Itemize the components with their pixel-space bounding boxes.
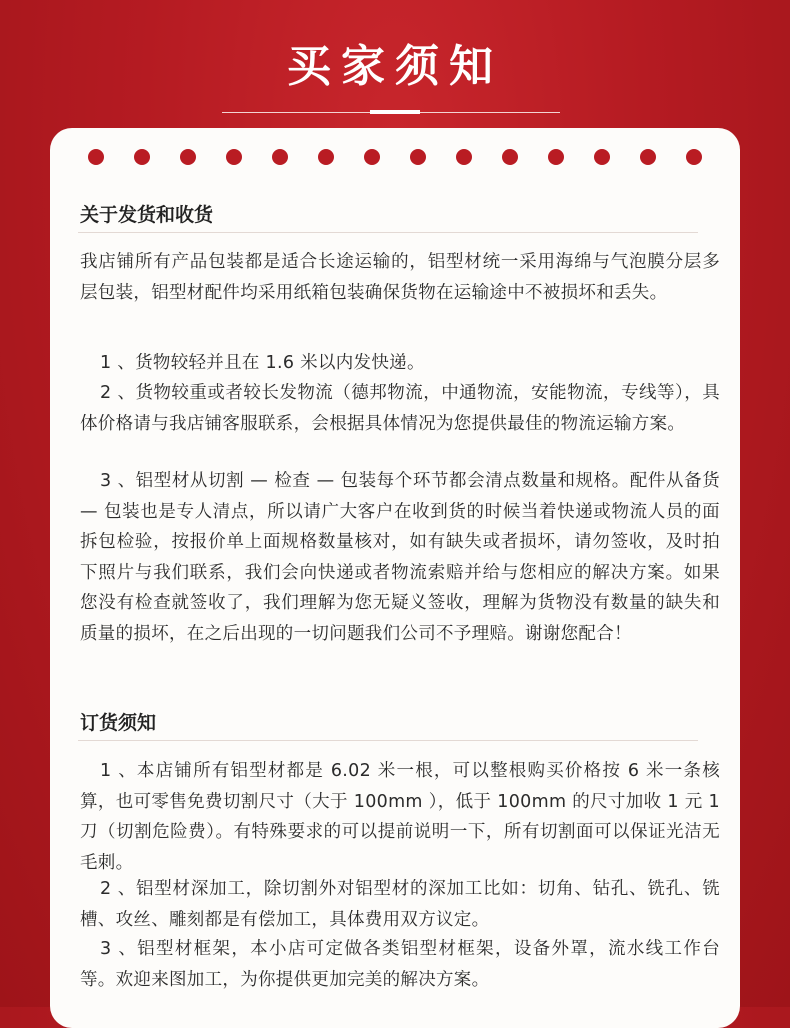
decorative-dot [502, 149, 518, 165]
decorative-dot [134, 149, 150, 165]
decorative-dot [318, 149, 334, 165]
ordering-item-1: 1 、本店铺所有铝型材都是 6.02 米一根，可以整根购买价格按 6 米一条核算，也可零售免费切割尺寸（大于 100mm ），低于 100mm 的尺寸加收 1 元 1 刀（切割危险费）。有特殊要求的可以提前说明一下，所有切割面可以保证光洁无毛刺。 [80, 761, 720, 873]
dot-row [88, 149, 708, 165]
shipping-intro-paragraph: 我店铺所有产品包装都是适合长途运输的，铝型材统一采用海绵与气泡膜分层多层包装，铝型材配件均采用纸箱包装确保货物在运输途中不被损坏和丢失。 [80, 252, 720, 303]
title-divider-accent [370, 110, 420, 114]
decorative-dot [640, 149, 656, 165]
shipping-item-3: 3 、铝型材从切割 — 检查 — 包装每个环节都会清点数量和规格。配件从备货 — 包装也是专人清点，所以请广大客户在收到货的时候当着快递或物流人员的面拆包检验，按报价单上面规格数量核对，如有缺失或者损坏，请勿签收，及时拍下照片与我们联系，我们会向快递或者物流索赔并给与您相应的解决方案。如果您没有检查就签收了，我们理解为您无疑义签收，理解为货物没有数量的缺失和质量的损坏，在之后出现的一切问题我们公司不予理赔。谢谢您配合！ [80, 471, 720, 644]
section-title-shipping: 关于发货和收货 [80, 204, 214, 226]
decorative-dot [594, 149, 610, 165]
decorative-dot [548, 149, 564, 165]
decorative-dot [686, 149, 702, 165]
decorative-dot [364, 149, 380, 165]
ordering-item-2: 2 、铝型材深加工，除切割外对铝型材的深加工比如：切角、钻孔、铣孔、铣槽、攻丝、雕刻都是有偿加工，具体费用双方议定。 [80, 879, 720, 930]
page-title: 买家须知 [287, 41, 503, 92]
notice-card [50, 128, 740, 1028]
decorative-dot [410, 149, 426, 165]
ordering-item-3: 3 、铝型材框架，本小店可定做各类铝型材框架，设备外罩，流水线工作台等。欢迎来图加工，为你提供更加完美的解决方案。 [80, 939, 720, 990]
section-divider [78, 740, 698, 741]
decorative-dot [456, 149, 472, 165]
shipping-item-2: 2 、货物较重或者较长发物流（德邦物流，中通物流，安能物流，专线等），具体价格请与我店铺客服联系，会根据具体情况为您提供最佳的物流运输方案。 [80, 383, 720, 434]
decorative-dot [180, 149, 196, 165]
shipping-item-1: 1 、货物较轻并且在 1.6 米以内发快递。 [100, 353, 425, 373]
decorative-dot [88, 149, 104, 165]
decorative-dot [226, 149, 242, 165]
section-divider [78, 232, 698, 233]
section-title-ordering: 订货须知 [80, 712, 157, 734]
decorative-dot [272, 149, 288, 165]
